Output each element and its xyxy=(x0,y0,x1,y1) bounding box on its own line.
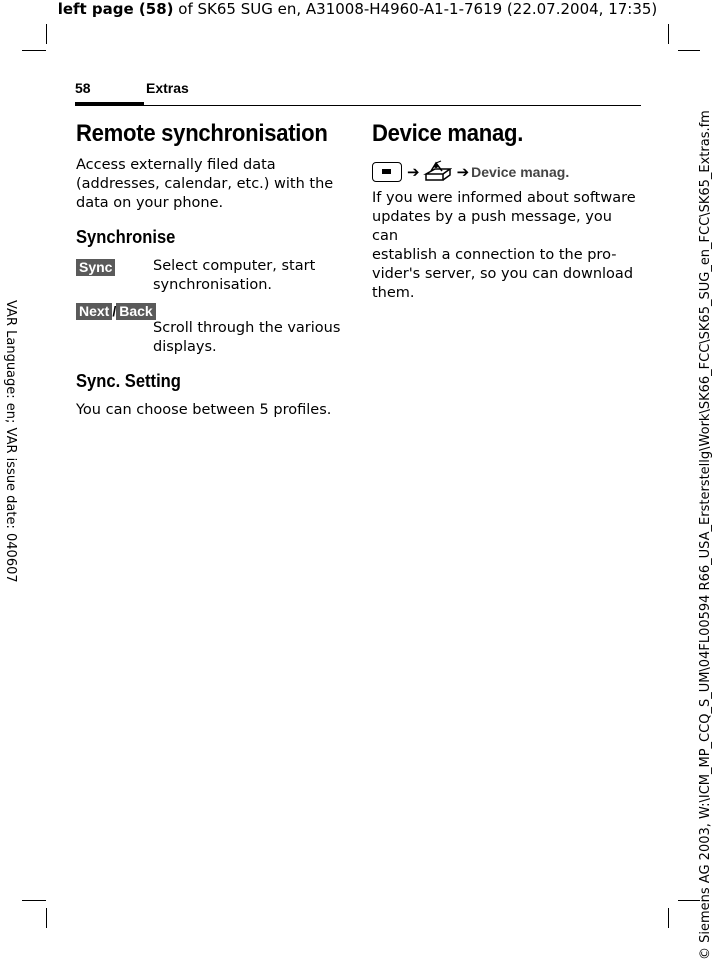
paragraph-line: establish a connection to the pro- xyxy=(372,247,617,263)
heading-synchronise: Synchronise xyxy=(76,227,176,247)
paragraph-line: updates by a push message, you can xyxy=(372,209,612,244)
softkey-back: Back xyxy=(116,303,155,320)
intro-line: (addresses, calendar, etc.) with the xyxy=(76,176,334,192)
page-number: 58 xyxy=(75,80,91,96)
nav-desc-line: Scroll through the various xyxy=(153,320,341,336)
arrow-icon: ➔ xyxy=(456,163,470,181)
page-header-title: Extras xyxy=(146,80,189,96)
sync-key xyxy=(76,257,115,276)
print-slug xyxy=(0,0,715,18)
heading-device-manag: Device manag. xyxy=(372,120,524,147)
softkey-next: Next xyxy=(76,303,112,320)
header-rule-thick xyxy=(75,102,144,106)
slug-page-ref: left page (58) xyxy=(57,0,174,18)
intro-line: Access externally filed data xyxy=(76,157,276,173)
sync-desc-line: synchronisation. xyxy=(153,277,273,293)
header-rule-thin xyxy=(144,105,641,106)
crop-mark xyxy=(668,24,669,44)
nav-description xyxy=(153,319,353,357)
heading-sync-setting: Sync. Setting xyxy=(76,371,181,391)
crop-mark xyxy=(678,50,700,51)
sync-setting-text: You can choose between 5 profiles. xyxy=(76,402,332,418)
crop-mark xyxy=(22,50,46,51)
crop-mark xyxy=(46,908,47,928)
sync-description xyxy=(153,257,353,295)
paragraph-line: them. xyxy=(372,285,415,301)
slug-doc-info: of SK65 SUG en, A31008-H4960-A1-1-7619 (22.07.2004, 17:35) xyxy=(173,0,658,18)
menu-key-icon xyxy=(372,162,402,182)
menu-path xyxy=(372,160,569,184)
extras-icon xyxy=(422,160,452,184)
nav-desc-line: displays. xyxy=(153,339,217,355)
device-manag-paragraph xyxy=(372,189,642,303)
crop-mark xyxy=(678,900,700,901)
intro-paragraph xyxy=(76,156,356,213)
sync-desc-line: Select computer, start xyxy=(153,258,316,274)
arrow-icon: ➔ xyxy=(407,163,420,181)
heading-remote-synchronisation: Remote synchronisation xyxy=(76,120,328,147)
softkey-sync: Sync xyxy=(76,259,115,276)
paragraph-line: If you were informed about software xyxy=(372,190,636,206)
side-text-right: © Siemens AG 2003, W:\ICM_MP_CCQ_S_UM\04FL00594 R66_USA_Ersterstellg\Work\SK66_FCC\SK65_SUG_en_FCC\SK65_Extras.fm xyxy=(698,110,713,960)
crop-mark xyxy=(22,900,46,901)
paragraph-line: vider's server, so you can download xyxy=(372,266,634,282)
key-separator: / xyxy=(112,303,117,319)
intro-line: data on your phone. xyxy=(76,195,224,211)
nav-keys xyxy=(76,301,156,320)
crop-mark xyxy=(668,908,669,928)
crop-mark xyxy=(46,24,47,44)
menu-path-label: Device manag. xyxy=(471,164,570,180)
side-text-left: VAR Language: en; VAR issue date: 040607 xyxy=(3,300,18,583)
